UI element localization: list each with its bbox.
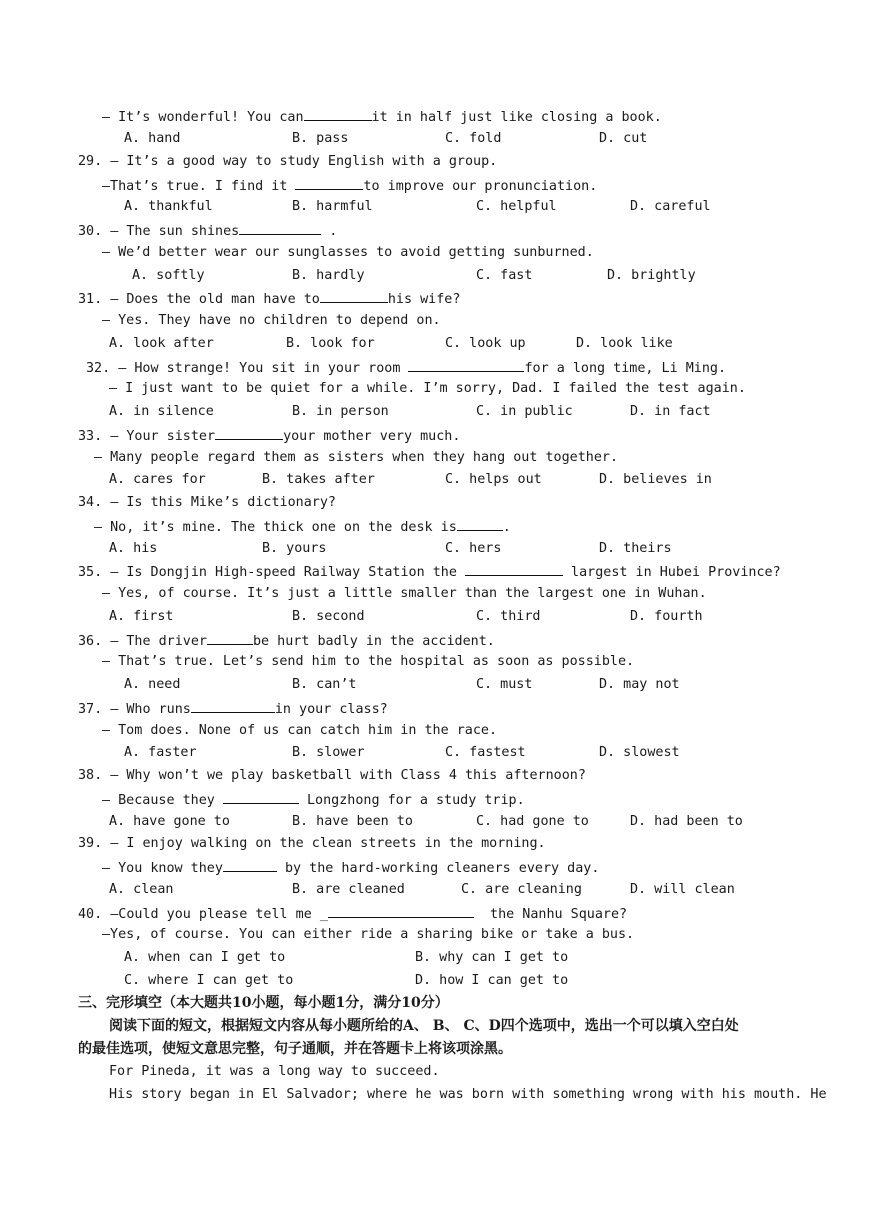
question-34: 34. — Is this Mike’s dictionary? (78, 495, 336, 510)
dialog-text: be hurt badly in the accident. (253, 634, 495, 649)
q35-reply: — Yes, of course. It’s just a little smaller than the largest one in Wuhan. (102, 586, 707, 601)
dialog-text: 31. — Does the old man have to (78, 292, 320, 307)
question-29: 29. — It’s a good way to study English with a group. (78, 154, 498, 169)
answer-blank[interactable] (328, 905, 474, 918)
dialog-text: largest in Hubei Province? (562, 565, 781, 580)
option-b[interactable]: B. are cleaned (292, 882, 405, 897)
option-a[interactable]: A. cares for (109, 472, 206, 487)
option-b[interactable]: B. look for (286, 336, 375, 351)
dialog-text: — Because they (102, 793, 223, 808)
option-b[interactable]: B. harmful (292, 199, 373, 214)
option-a[interactable]: A. thankful (124, 199, 213, 214)
option-d[interactable]: D. cut (599, 131, 648, 146)
q39-reply (102, 859, 599, 877)
dialog-text: 35. — Is Dongjin High-speed Railway Station the (78, 565, 465, 580)
question-39: 39. — I enjoy walking on the clean streets in the morning. (78, 836, 546, 851)
option-b[interactable]: B. pass (292, 131, 349, 146)
dialog-text: for a long time, Li Ming. (524, 361, 727, 376)
dialog-text: — You know they (102, 861, 223, 876)
option-c[interactable]: C. helps out (445, 472, 542, 487)
question-40 (78, 905, 627, 923)
option-a[interactable]: A. softly (132, 268, 205, 283)
passage-paragraph: For Pineda, it was a long way to succeed. (109, 1064, 440, 1079)
dialog-text: — No, it’s mine. The thick one on the desk is (94, 520, 457, 535)
option-c[interactable]: C. in public (476, 404, 573, 419)
dialog-text: 32. — How strange! You sit in your room (86, 361, 409, 376)
dialog-text: 36. — The driver (78, 634, 207, 649)
option-d[interactable]: D. fourth (630, 609, 703, 624)
answer-blank[interactable] (457, 518, 503, 531)
q28-line (102, 108, 662, 126)
dialog-text: his wife? (387, 292, 461, 307)
option-d[interactable]: D. had been to (630, 814, 743, 829)
dialog-text: 30. — The sun shines (78, 224, 240, 239)
section-instructions: 阅读下面的短文，根据短文内容从每小题所给的A、 B、 C、D四个选项中，选出一个可以填入空白处 (109, 1018, 739, 1034)
q32-reply: — I just want to be quiet for a while. I’m sorry, Dad. I failed the test again. (109, 381, 746, 396)
option-b[interactable]: B. have been to (292, 814, 413, 829)
option-d[interactable]: D. may not (599, 677, 680, 692)
dialog-text: to improve our pronunciation. (363, 179, 598, 194)
option-b[interactable]: B. why can I get to (415, 950, 569, 965)
option-d[interactable]: D. look like (576, 336, 673, 351)
question-31 (78, 290, 460, 308)
question-37 (78, 700, 388, 718)
q37-reply: — Tom does. None of us can catch him in the race. (102, 723, 498, 738)
option-c[interactable]: C. fastest (445, 745, 526, 760)
option-b[interactable]: B. hardly (292, 268, 365, 283)
dialog-text: 37. — Who runs (78, 702, 191, 717)
option-d[interactable]: D. slowest (599, 745, 680, 760)
option-c[interactable]: C. where I can get to (124, 973, 294, 988)
question-35 (78, 563, 781, 581)
option-c[interactable]: C. are cleaning (461, 882, 582, 897)
passage-paragraph: His story began in El Salvador; where he was born with something wrong with his mouth. He (109, 1087, 827, 1102)
answer-blank[interactable] (239, 222, 321, 235)
option-a[interactable]: A. first (109, 609, 174, 624)
q36-reply: — That’s true. Let’s send him to the hospital as soon as possible. (102, 654, 635, 669)
dialog-text: —That’s true. I find it (102, 179, 296, 194)
answer-blank[interactable] (465, 563, 563, 576)
dialog-text: . (502, 520, 511, 535)
q34-reply (94, 518, 511, 536)
answer-blank[interactable] (320, 290, 388, 303)
q38-reply (102, 791, 525, 809)
option-b[interactable]: B. yours (262, 541, 327, 556)
q30-reply: — We’d better wear our sunglasses to avoid getting sunburned. (102, 245, 594, 260)
option-c[interactable]: C. helpful (476, 199, 557, 214)
answer-blank[interactable] (207, 632, 253, 645)
answer-blank[interactable] (295, 177, 363, 190)
q29-reply (102, 177, 597, 195)
option-d[interactable]: D. believes in (599, 472, 712, 487)
option-d[interactable]: D. will clean (630, 882, 735, 897)
question-32 (86, 359, 726, 377)
section-heading: 三、完形填空（本大题共10小题，每小题1分，满分10分） (78, 995, 449, 1011)
option-c[interactable]: C. third (476, 609, 541, 624)
option-a[interactable]: A. faster (124, 745, 197, 760)
option-d[interactable]: D. brightly (607, 268, 696, 283)
option-a[interactable]: A. his (109, 541, 158, 556)
answer-blank[interactable] (223, 791, 299, 804)
option-c[interactable]: C. hers (445, 541, 502, 556)
dialog-text: 33. — Your sister (78, 429, 216, 444)
option-c[interactable]: C. must (476, 677, 533, 692)
option-a[interactable]: A. need (124, 677, 181, 692)
option-b[interactable]: B. takes after (262, 472, 375, 487)
dialog-text: by the hard-working cleaners every day. (276, 861, 600, 876)
option-d[interactable]: D. how I can get to (415, 973, 569, 988)
option-c[interactable]: C. fast (476, 268, 533, 283)
dialog-text: 40. —Could you please tell me _ (78, 907, 328, 922)
option-d[interactable]: D. careful (630, 199, 711, 214)
question-36 (78, 632, 495, 650)
option-b[interactable]: B. in person (292, 404, 389, 419)
section-instructions-cont: 的最佳选项，使短文意思完整，句子通顺，并在答题卡上将该项涂黑。 (78, 1041, 512, 1057)
dialog-text: in your class? (274, 702, 388, 717)
option-c[interactable]: C. had gone to (476, 814, 589, 829)
option-a[interactable]: A. look after (109, 336, 214, 351)
dialog-text: — It’s wonderful! You can (102, 110, 304, 125)
answer-blank[interactable] (223, 859, 277, 872)
dialog-text: it in half just like closing a book. (371, 110, 662, 125)
answer-blank[interactable] (408, 359, 524, 372)
dialog-text: . (321, 224, 338, 239)
dialog-text: the Nanhu Square? (473, 907, 628, 922)
option-a[interactable]: A. when can I get to (124, 950, 286, 965)
q31-reply: — Yes. They have no children to depend on. (102, 313, 441, 328)
answer-blank[interactable] (191, 700, 275, 713)
question-33 (78, 427, 460, 445)
option-b[interactable]: B. can’t (292, 677, 357, 692)
answer-blank[interactable] (304, 108, 372, 121)
q40-reply: —Yes, of course. You can either ride a sharing bike or take a bus. (102, 927, 635, 942)
answer-blank[interactable] (215, 427, 283, 440)
option-a[interactable]: A. hand (124, 131, 181, 146)
option-b[interactable]: B. slower (292, 745, 365, 760)
option-b[interactable]: B. second (292, 609, 365, 624)
option-d[interactable]: D. theirs (599, 541, 672, 556)
dialog-text: your mother very much. (283, 429, 461, 444)
option-a[interactable]: A. in silence (109, 404, 214, 419)
question-30 (78, 222, 337, 240)
option-c[interactable]: C. look up (445, 336, 526, 351)
question-38: 38. — Why won’t we play basketball with Class 4 this afternoon? (78, 768, 586, 783)
option-d[interactable]: D. in fact (630, 404, 711, 419)
option-a[interactable]: A. clean (109, 882, 174, 897)
q33-reply: — Many people regard them as sisters when they hang out together. (94, 450, 619, 465)
dialog-text: Longzhong for a study trip. (298, 793, 525, 808)
option-c[interactable]: C. fold (445, 131, 502, 146)
option-a[interactable]: A. have gone to (109, 814, 230, 829)
